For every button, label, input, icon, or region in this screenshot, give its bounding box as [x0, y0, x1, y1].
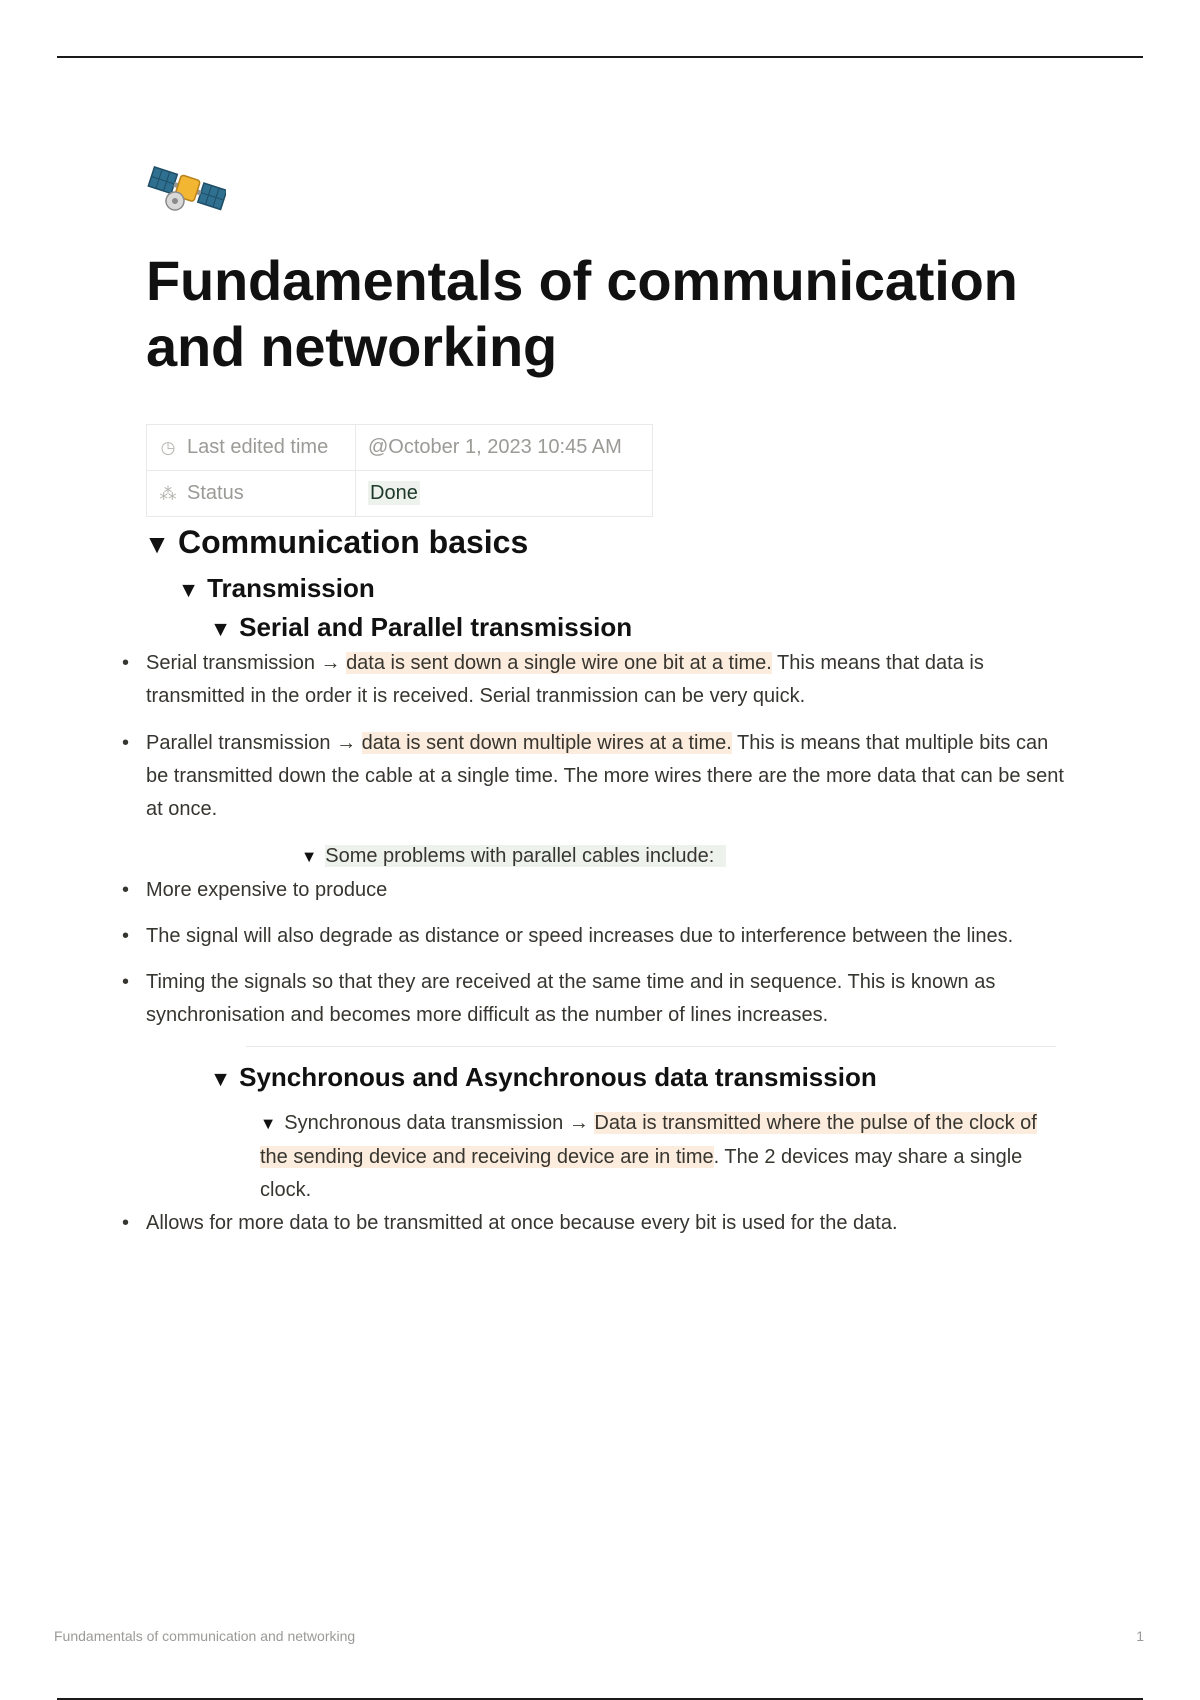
highlighted-text: Data is transmitted where the pulse of the clock of the sending device and receiving device are in time — [260, 1112, 1037, 1168]
status-spinner-icon: ⁂ — [159, 484, 177, 503]
synchronous-points-list — [146, 1207, 1066, 1240]
page-title: Fundamentals of communication and networking — [146, 249, 1018, 378]
toggle-triangle-icon[interactable]: ▼ — [260, 1115, 277, 1133]
toggle-heading-serial-parallel[interactable] — [210, 609, 1066, 647]
toggle-triangle-icon[interactable]: ▼ — [210, 617, 232, 641]
toggle-heading-communication-basics[interactable] — [144, 521, 1066, 565]
toggle-triangle-icon[interactable]: ▼ — [210, 1067, 232, 1091]
heading-text: Communication basics — [177, 524, 529, 560]
footer-page-number: 1 — [1136, 1628, 1144, 1644]
top-rule — [57, 56, 1143, 58]
highlighted-text: data is sent down multiple wires at a time. — [361, 732, 732, 754]
list-item-lead: Parallel transmission → — [146, 732, 362, 754]
property-row-status[interactable] — [147, 471, 653, 517]
parallel-problems-list — [146, 874, 1066, 1032]
toggle-lead: Synchronous data transmission → — [284, 1112, 595, 1134]
footer-doc-title: Fundamentals of communication and networking — [54, 1628, 356, 1644]
status-badge: Done — [370, 482, 418, 504]
last-edited-value: @October 1, 2023 10:45 AM — [368, 436, 622, 458]
toggle-heading-transmission[interactable] — [178, 571, 1066, 607]
property-name: Status — [187, 482, 244, 504]
toggle-parallel-problems[interactable] — [301, 840, 1066, 874]
list-item-serial — [146, 647, 1066, 713]
toggle-synchronous-transmission[interactable] — [260, 1107, 1040, 1207]
toggle-rest: . The 2 devices may share a single clock. — [260, 1146, 1023, 1201]
list-item: • Timing the signals so that they are received at the same time and in sequence. This is known as synchronisation and becomes more difficult as the number of lines increases. — [146, 966, 1066, 1032]
toggle-triangle-icon[interactable]: ▼ — [144, 529, 170, 559]
list-item-parallel — [146, 727, 1066, 826]
list-item: • The signal will also degrade as distance or speed increases due to interference between the lines. — [146, 920, 1066, 953]
properties-table — [146, 424, 653, 517]
toggle-label: Some problems with parallel cables include: — [325, 845, 726, 867]
heading-text: Transmission — [207, 573, 375, 603]
toggle-triangle-icon[interactable]: ▼ — [178, 578, 200, 602]
property-row-last-edited[interactable] — [147, 425, 653, 471]
list-item-lead: Serial transmission → — [146, 652, 347, 674]
heading-text: Synchronous and Asynchronous data transmission — [239, 1062, 877, 1092]
list-item: • Allows for more data to be transmitted at once because every bit is used for the data. — [146, 1207, 1066, 1240]
toggle-heading-sync-async[interactable] — [210, 1059, 1066, 1097]
property-name: Last edited time — [187, 436, 329, 458]
serial-parallel-list — [146, 647, 1066, 826]
highlighted-text: data is sent down a single wire one bit at a time. — [346, 652, 772, 674]
list-item: • More expensive to produce — [146, 874, 1066, 907]
toggle-triangle-icon[interactable]: ▼ — [301, 848, 318, 866]
list-item-rest: This is means that multiple bits can be transmitted down the cable at a single time. The more wires there are the more data that can be sent at once. — [146, 732, 1064, 820]
divider — [246, 1046, 1056, 1047]
clock-icon: ◷ — [160, 438, 176, 457]
heading-text: Serial and Parallel transmission — [239, 612, 633, 642]
list-item-rest: This means that data is transmitted in the order it is received. Serial tranmission can be very quick. — [146, 652, 984, 707]
page-content — [146, 160, 1066, 1240]
satellite-icon — [146, 160, 226, 226]
